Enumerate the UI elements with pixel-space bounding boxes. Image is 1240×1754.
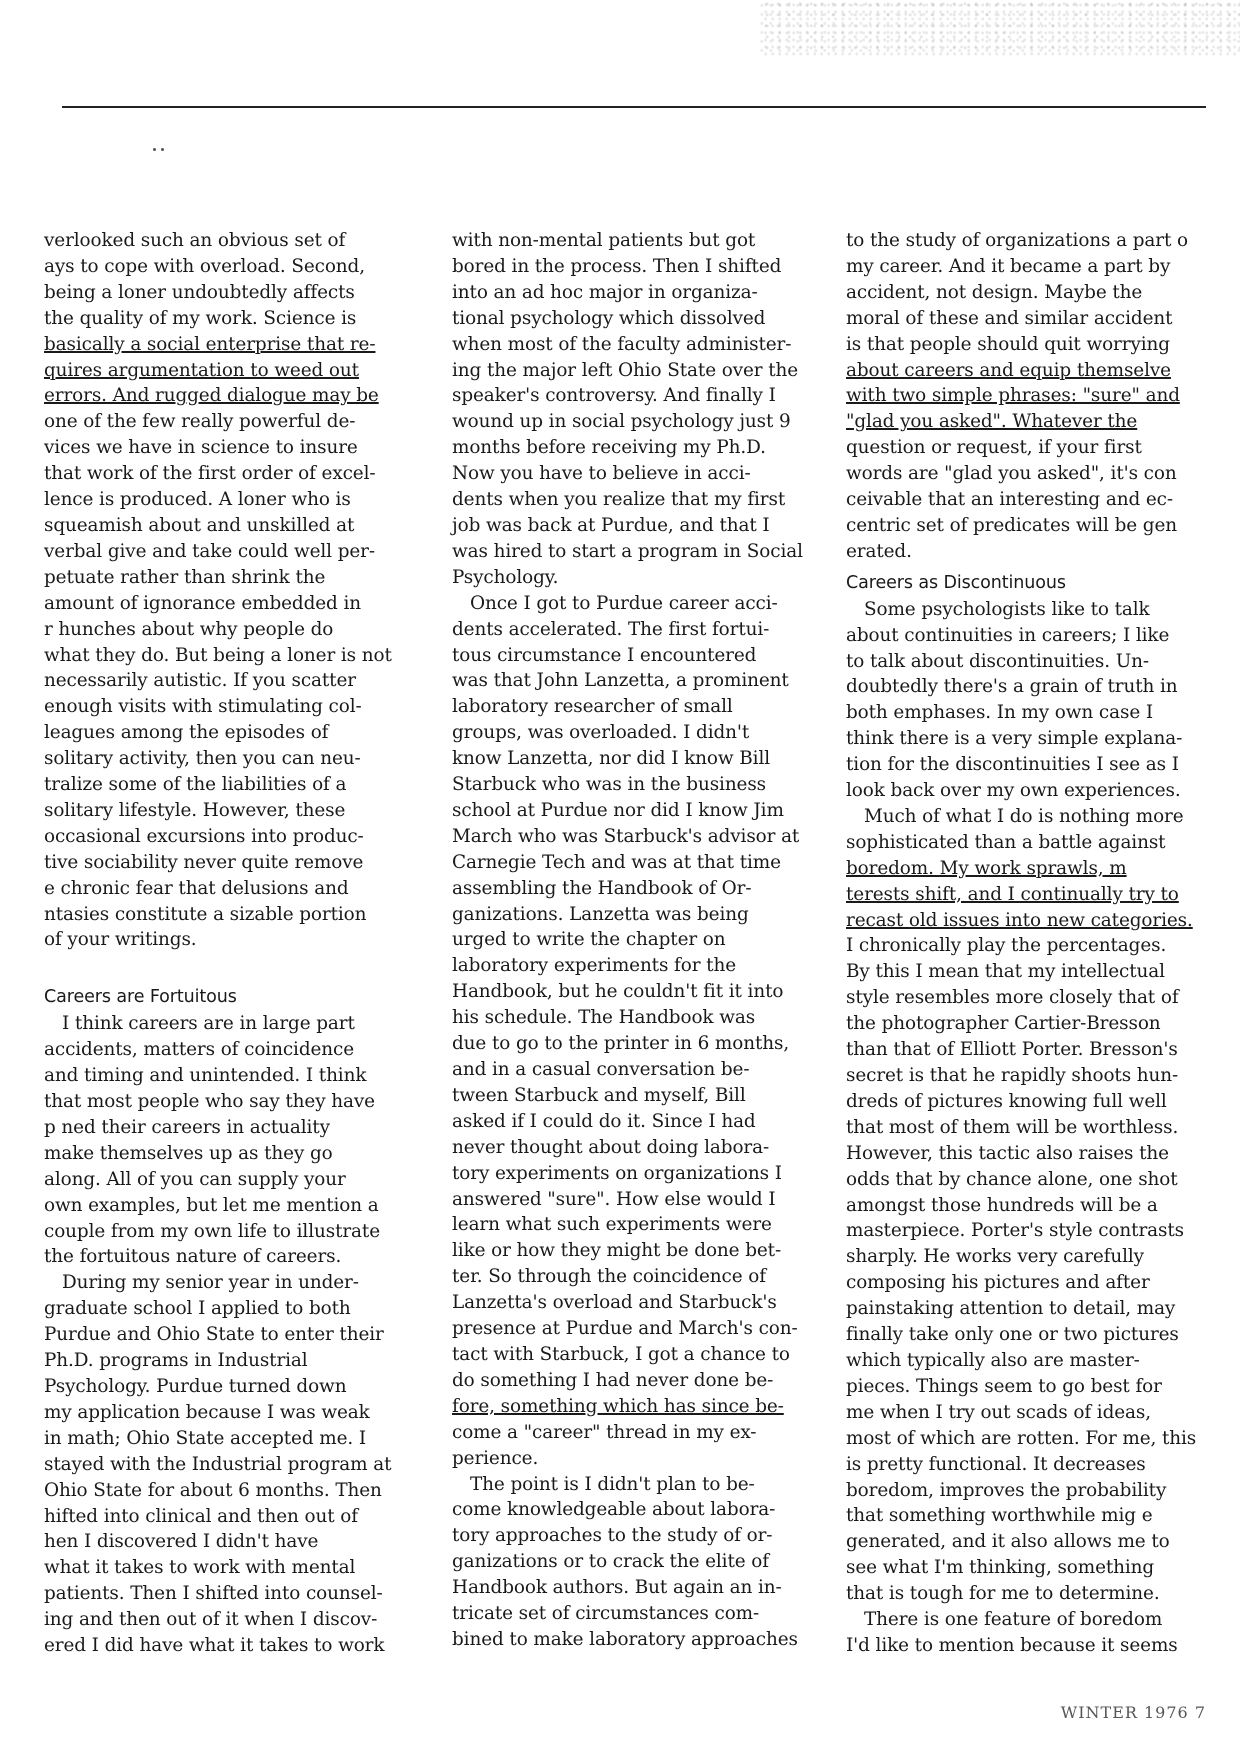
text-line: dreds of pictures knowing full well <box>846 1090 1167 1112</box>
text-line: come knowledgeable about labora- <box>452 1499 776 1521</box>
text-line: job was back at Purdue, and that I <box>452 514 770 536</box>
page-number: 7 <box>1194 1703 1206 1722</box>
section-heading: Careers are Fortuitous <box>44 987 237 1008</box>
text-line: Some psychologists like to talk <box>864 598 1150 620</box>
text-line: urged to write the chapter on <box>452 929 726 951</box>
text-line: do something I had never done be- <box>452 1369 774 1391</box>
text-line: ered I did have what it takes to work <box>44 1635 385 1657</box>
text-line: tween Starbuck and myself, Bill <box>452 1084 746 1106</box>
text-line: Handbook authors. But again an in- <box>452 1577 782 1599</box>
text-line: laboratory experiments for the <box>452 955 736 977</box>
text-line: school at Purdue nor did I know Jim <box>452 799 784 821</box>
blank-line <box>44 953 432 979</box>
text-line: question or request, if your first <box>846 437 1142 459</box>
text-line: sharply. He works very carefully <box>846 1246 1144 1268</box>
text-line: learn what such experiments were <box>452 1214 772 1236</box>
text-line: to talk about discontinuities. Un- <box>846 650 1150 672</box>
text-line: By this I mean that my intellectual <box>846 961 1165 983</box>
text-line: generated, and it also allows me to <box>846 1531 1170 1553</box>
footer-issue: WINTER 1976 <box>1060 1703 1189 1722</box>
text-line: that work of the first order of excel- <box>44 463 376 485</box>
text-line: groups, was overloaded. I didn't <box>452 722 750 744</box>
text-line: tive sociability never quite remove <box>44 851 364 873</box>
text-line: tional psychology which dissolved <box>452 307 766 329</box>
text-line: most of which are rotten. For me, this <box>846 1427 1197 1449</box>
text-line: enough visits with stimulating col- <box>44 696 362 718</box>
text-line: dents accelerated. The first fortui- <box>452 618 770 640</box>
speck-mark <box>153 148 156 151</box>
text-line: patients. Then I shifted into counsel- <box>44 1583 383 1605</box>
text-line: about continuities in careers; I like <box>846 624 1170 646</box>
text-line: masterpiece. Porter's style contrasts <box>846 1220 1184 1242</box>
text-line: Psychology. Purdue turned down <box>44 1375 347 1397</box>
text-line: "glad you asked". Whatever the <box>846 411 1138 433</box>
text-line: months before receiving my Ph.D. <box>452 437 766 459</box>
text-line: with non-mental patients but got <box>452 230 756 251</box>
text-line: that is tough for me to determine. <box>846 1583 1160 1605</box>
text-line: tion for the discontinuities I see as I <box>846 754 1179 776</box>
text-line: never thought about doing labora- <box>452 1136 770 1158</box>
text-line: ceivable that an interesting and ec- <box>846 489 1173 511</box>
text-line: amount of ignorance embedded in <box>44 592 361 614</box>
text-line: assembling the Handbook of Or- <box>452 877 752 899</box>
text-line: know Lanzetta, nor did I know Bill <box>452 748 771 770</box>
text-line: my career. And it became a part by <box>846 255 1171 277</box>
text-line: boredom, improves the probability <box>846 1479 1167 1501</box>
text-line: tricate set of circumstances com- <box>452 1603 760 1625</box>
text-line: see what I'm thinking, something <box>846 1557 1155 1579</box>
text-line: Lanzetta's overload and Starbuck's <box>452 1292 777 1314</box>
text-line: than that of Elliott Porter. Bresson's <box>846 1039 1178 1061</box>
text-line: leagues among the episodes of <box>44 722 329 744</box>
text-line: ganizations or to crack the elite of <box>452 1551 769 1573</box>
text-line: I'd like to mention because it seems <box>846 1634 1178 1656</box>
text-line: p ned their careers in actuality <box>44 1116 330 1138</box>
text-line: make themselves up as they go <box>44 1142 333 1164</box>
text-line: basically a social enterprise that re- <box>44 333 376 355</box>
column-3 <box>846 228 1228 1659</box>
text-line: fore, something which has since be- <box>452 1395 784 1417</box>
text-line: centric set of predicates will be gen <box>846 514 1177 536</box>
text-line: one of the few really powerful de- <box>44 411 356 433</box>
text-line: Purdue and Ohio State to enter their <box>44 1324 384 1346</box>
text-line: composing his pictures and after <box>846 1272 1150 1294</box>
text-line: Ohio State for about 6 months. Then <box>44 1479 382 1501</box>
text-line: with two simple phrases: "sure" and <box>846 385 1180 407</box>
column-1 <box>44 228 432 1659</box>
text-line: was that John Lanzetta, a prominent <box>452 670 789 692</box>
text-line: verlooked such an obvious set of <box>44 230 346 251</box>
text-line: amongst those hundreds will be a <box>846 1194 1158 1216</box>
text-line: his schedule. The Handbook was <box>452 1007 756 1029</box>
text-line: come a "career" thread in my ex- <box>452 1421 757 1443</box>
text-line: terests shift, and I continually try to <box>846 883 1179 905</box>
text-line: what they do. But being a loner is not <box>44 644 392 666</box>
text-line: wound up in social psychology just 9 <box>452 411 791 433</box>
text-line: erated. <box>846 540 912 562</box>
article-columns <box>0 228 1240 1668</box>
text-line: is that people should quit worrying <box>846 333 1170 355</box>
text-line: errors. And rugged dialogue may be <box>44 385 379 407</box>
text-line: hen I discovered I didn't have <box>44 1531 319 1553</box>
text-line: is pretty functional. It decreases <box>846 1453 1146 1475</box>
text-line: squeamish about and unskilled at <box>44 514 355 536</box>
text-line: answered "sure". How else would I <box>452 1188 776 1210</box>
text-line: when most of the faculty administer- <box>452 333 792 355</box>
text-line: along. All of you can supply your <box>44 1168 346 1190</box>
text-line: think there is a very simple explana- <box>846 728 1183 750</box>
text-line: due to go to the printer in 6 months, <box>452 1033 790 1055</box>
text-line: me when I try out scads of ideas, <box>846 1401 1151 1423</box>
text-line: However, this tactic also raises the <box>846 1142 1169 1164</box>
text-line: Ph.D. programs in Industrial <box>44 1350 308 1372</box>
text-line: sophisticated than a battle against <box>846 831 1166 853</box>
text-line: During my senior year in under- <box>62 1272 359 1294</box>
text-line: to the study of organizations a part o <box>846 230 1188 251</box>
text-line: perience. <box>452 1447 539 1469</box>
text-line: tous circumstance I encountered <box>452 644 757 666</box>
text-line: ntasies constitute a sizable portion <box>44 903 367 925</box>
text-line: finally take only one or two pictures <box>846 1324 1179 1346</box>
page-footer <box>1061 1703 1206 1722</box>
text-line: r hunches about why people do <box>44 618 334 640</box>
text-line: moral of these and similar accident <box>846 307 1173 329</box>
text-line: necessarily autistic. If you scatter <box>44 670 356 692</box>
text-line: Once I got to Purdue career acci- <box>470 592 778 614</box>
text-line: quires argumentation to weed out <box>44 359 359 381</box>
text-line: vices we have in science to insure <box>44 437 358 459</box>
text-line: bored in the process. Then I shifted <box>452 255 782 277</box>
text-line: Handbook, but he couldn't fit it into <box>452 981 784 1003</box>
text-line: speaker's controversy. And finally I <box>452 385 776 407</box>
text-line: the fortuitous nature of careers. <box>44 1246 342 1268</box>
text-line: e chronic fear that delusions and <box>44 877 349 899</box>
text-line: the quality of my work. Science is <box>44 307 357 329</box>
text-line: own examples, but let me mention a <box>44 1194 379 1216</box>
text-line: like or how they might be done bet- <box>452 1240 782 1262</box>
section-heading: Careers as Discontinuous <box>846 572 1066 593</box>
text-line: There is one feature of boredom <box>864 1609 1163 1631</box>
text-line: presence at Purdue and March's con- <box>452 1318 798 1340</box>
text-line: hifted into clinical and then out of <box>44 1505 358 1527</box>
text-line: ays to cope with overload. Second, <box>44 255 365 277</box>
text-line: I chronically play the percentages. <box>846 935 1167 957</box>
text-line: March who was Starbuck's advisor at <box>452 825 800 847</box>
text-line: of your writings. <box>44 929 197 951</box>
text-line: petuate rather than shrink the <box>44 566 326 588</box>
text-line: that something worthwhile mig e <box>846 1505 1153 1527</box>
text-line: The point is I didn't plan to be- <box>470 1473 755 1495</box>
text-line: solitary activity, then you can neu- <box>44 748 361 770</box>
text-line: doubtedly there's a grain of truth in <box>846 676 1178 698</box>
text-line: laboratory researcher of small <box>452 696 733 718</box>
text-line: ter. So through the coincidence of <box>452 1266 766 1288</box>
text-line: being a loner undoubtedly affects <box>44 281 355 303</box>
text-line: ganizations. Lanzetta was being <box>452 903 749 925</box>
text-line: the photographer Cartier-Bresson <box>846 1013 1161 1035</box>
text-line: couple from my own life to illustrate <box>44 1220 380 1242</box>
text-line: recast old issues into new categories. <box>846 909 1193 931</box>
speck-mark <box>161 148 164 151</box>
text-line: Now you have to believe in acci- <box>452 463 751 485</box>
text-line: pieces. Things seem to go best for <box>846 1375 1162 1397</box>
text-line: was hired to start a program in Social <box>452 540 803 562</box>
header-rule <box>62 106 1206 108</box>
text-line: ing and then out of it when I discov- <box>44 1609 378 1631</box>
text-line: in math; Ohio State accepted me. I <box>44 1427 367 1449</box>
text-line: tory experiments on organizations I <box>452 1162 782 1184</box>
scan-noise <box>760 0 1240 56</box>
text-line: both emphases. In my own case I <box>846 702 1154 724</box>
text-line: lence is produced. A loner who is <box>44 489 351 511</box>
text-line: tralize some of the liabilities of a <box>44 774 347 796</box>
text-line: dents when you realize that my first <box>452 489 786 511</box>
text-line: which typically also are master- <box>846 1349 1140 1371</box>
text-line: asked if I could do it. Since I had <box>452 1110 756 1132</box>
text-line: what it takes to work with mental <box>44 1557 356 1579</box>
text-line: Carnegie Tech and was at that time <box>452 851 781 873</box>
text-line: accident, not design. Maybe the <box>846 281 1143 303</box>
text-line: and timing and unintended. I think <box>44 1065 367 1087</box>
text-line: my application because I was weak <box>44 1401 370 1423</box>
text-line: Much of what I do is nothing more <box>864 805 1184 827</box>
text-line: graduate school I applied to both <box>44 1298 351 1320</box>
text-line: style resembles more closely that of <box>846 987 1179 1009</box>
text-line: stayed with the Industrial program at <box>44 1453 392 1475</box>
text-line: occasional excursions into produc- <box>44 825 364 847</box>
text-line: tact with Starbuck, I got a chance to <box>452 1343 790 1365</box>
text-line: secret is that he rapidly shoots hun- <box>846 1065 1179 1086</box>
text-line: that most people who say they have <box>44 1091 375 1112</box>
text-line: Psychology. <box>452 566 559 588</box>
text-line: ing the major left Ohio State over the <box>452 359 799 381</box>
text-line: Starbuck who was in the business <box>452 774 767 796</box>
text-line: verbal give and take could well per- <box>44 540 375 562</box>
text-line: bined to make laboratory approaches <box>452 1628 798 1650</box>
text-line: odds that by chance alone, one shot <box>846 1168 1178 1190</box>
text-line: boredom. My work sprawls, m <box>846 857 1127 879</box>
text-line: and in a casual conversation be- <box>452 1059 750 1080</box>
text-line: look back over my own experiences. <box>846 780 1181 802</box>
text-line: tory approaches to the study of or- <box>452 1525 773 1547</box>
column-2 <box>452 228 818 1653</box>
text-line: into an ad hoc major in organiza- <box>452 281 758 303</box>
text-line: solitary lifestyle. However, these <box>44 799 346 821</box>
text-line: about careers and equip themselve <box>846 359 1171 381</box>
text-line: I think careers are in large part <box>62 1013 355 1035</box>
text-line: words are "glad you asked", it's con <box>846 463 1177 485</box>
text-line: that most of them will be worthless. <box>846 1116 1179 1138</box>
text-line: accidents, matters of coincidence <box>44 1039 354 1061</box>
text-line: painstaking attention to detail, may <box>846 1298 1176 1320</box>
